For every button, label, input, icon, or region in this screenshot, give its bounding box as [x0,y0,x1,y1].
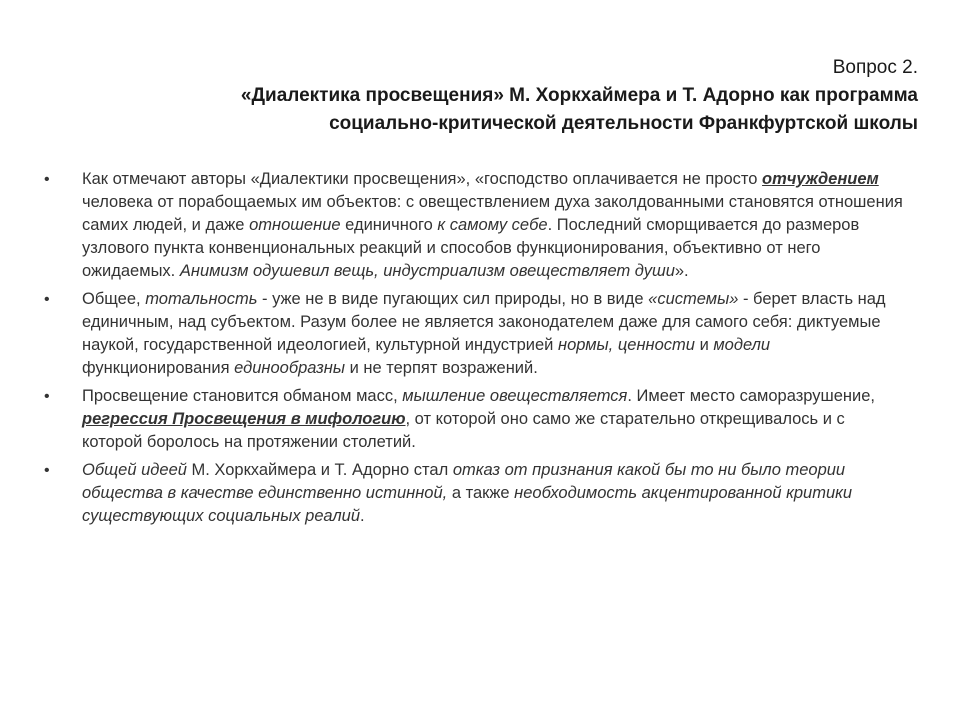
text-segment: - берет власть над единичным, над субъектом. Разум более не является законодателем даже для самого себя: диктуемые наукой, государственной идеологией, культурной индустрией [82,290,886,354]
slide-title-line-2: социально-критической деятельности Франкфуртской школы [329,113,918,134]
text-segment: . Последний сморщивается до размеров узлового пункта конвенциональных реакций и способов функционирования, объективно от него ожидаемых. [82,216,860,280]
text-segment: , от которой оно само же старательно открещивалось и с которой боролось на протяжении столетий. [82,410,845,451]
bullet-text [82,170,903,280]
text-segment: . Имеет место саморазрушение, [627,387,876,405]
bullet-text [82,290,886,377]
text-segment: единичного [340,216,438,234]
bullet-item [44,168,904,283]
italic-phrase: отказ от признания какой бы то ни было теории общества в качестве единственно истинной, [82,461,846,502]
italic-phrase: модели [713,336,771,354]
bullet-item [44,288,904,380]
text-segment: - уже не в виде пугающих сил природы, но в виде [257,290,649,308]
text-segment: функционирования [82,359,235,377]
bullet-list [44,168,904,533]
italic-phrase: «системы» [648,290,739,308]
text-segment: и не терпят возражений. [345,359,538,377]
bullet-text [82,461,852,525]
italic-phrase: Анимизм одушевил вещь, индустриализм овеществляет души [179,262,675,280]
italic-phrase: нормы, ценности [557,336,695,354]
text-segment: Общее, [82,290,146,308]
text-segment: и [694,336,714,354]
bullet-item [44,385,904,454]
text-segment: . [360,507,365,525]
emphasized-term: отчуждением [762,170,879,188]
italic-phrase: Общей идеей [82,461,187,479]
text-segment: а также [447,484,515,502]
text-segment: ». [674,262,689,280]
text-segment: Как отмечают авторы «Диалектики просвещения», «господство оплачивается не просто [82,170,763,188]
bullet-text [82,387,875,451]
text-segment: М. Хоркхаймера и Т. Адорно стал [186,461,453,479]
slide-title-line-1: «Диалектика просвещения» М. Хоркхаймера и Т. Адорно как программа [240,85,918,106]
italic-phrase: необходимость акцентированной критики существующих социальных реалий [82,484,853,525]
bullet-dot-icon: • [44,462,50,479]
text-segment: человека от порабощаемых им объектов: с овеществлением духа заколдованными становятся отношения самих людей, и даже [82,193,903,234]
bullet-dot-icon: • [44,388,50,405]
question-number: Вопрос 2. [832,57,918,78]
emphasized-term: регрессия Просвещения в мифологию [82,410,406,428]
text-segment: Просвещение становится обманом масс, [82,387,403,405]
italic-phrase: отношение [249,216,341,234]
slide-header [98,54,918,138]
italic-phrase: единообразны [234,359,345,377]
italic-phrase: мышление овеществляется [402,387,628,405]
bullet-item [44,459,904,528]
bullet-dot-icon: • [44,171,50,188]
italic-phrase: тотальность [145,290,258,308]
bullet-dot-icon: • [44,291,50,308]
italic-phrase: к самому себе [437,216,548,234]
